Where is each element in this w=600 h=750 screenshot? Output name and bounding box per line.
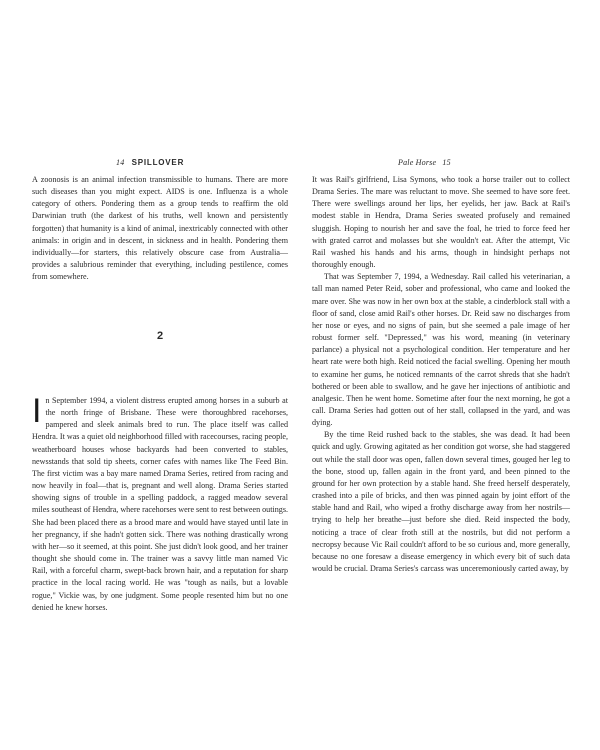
section-2-text [32,392,288,614]
book-title: SPILLOVER [131,158,185,167]
drop-cap: I [32,392,42,430]
left-page-number: 14 [116,158,125,167]
paragraph: It was Rail's girlfriend, Lisa Symons, who took a horse trailer out to collect Drama Series. The mare was reluctant to move. She seemed to have sore feet. There were swellings around her lips, her eyelids, her jaw. Back at Rail's modest stable in Hendra, Drama Series sweated profusely and remained sluggish. Hoping to nourish her and save the foal, he tried to force feed her with grated carrot and molasses but she wouldn't eat. After the attempt, Vic Rail washed his hands and his arms, though in hindsight perhaps not thoroughly enough. [312,175,570,270]
right-page [300,0,600,750]
section-1-text [32,174,288,283]
right-running-head [398,158,451,167]
paragraph: By the time Reid rushed back to the stables, she was dead. It had been quick and ugly. Growing agitated as her condition got worse, she had staggered out while the stall door was open, fallen down several times, gouged her leg to the bone, stood up, fallen again in the front yard, and been pinned to the ground for her own protection by a stable hand. She freed herself desperately, crashed into a pile of bricks, and then was pinned again by joint effort of the stable hand and Rail, who wiped a frothy discharge away from her nostrils—trying to help her breathe—just before she died. Reid inspected the body, noticing a trace of clear froth still at the nostrils, but did not perform a necropsy because Vic Rail couldn't afford to be so curious and, more generally, because no one foresaw a disease emergency in which every bit of such data would be crucial. Drama Series's carcass was unceremoniously carted away, by [312,430,570,573]
chapter-title: Pale Horse [398,158,437,167]
section-2-paragraph: n September 1994, a violent distress erupted among horses in a suburb at the north fringe of Brisbane. These were thoroughbred racehorses, pampered and sleek animals bred to run. The place itself was called Hendra. It was a quiet old neighborhood filled with racecourses, racing people, weatherboard houses whose backyards had been converted to stables, newsstands that sold tip sheets, corner cafes with names like The Feed Bin. The first victim was a bay mare named Drama Series, retired from racing and now heavily in foal—that is, pregnant and well along. Drama Series started showing signs of trouble in a spelling paddock, a ragged meadow several miles southeast of Hendra, where racehorses were sent to rest between outings. She had been placed there as a brood mare and would have stayed until late in her pregnancy, if she hadn't gotten sick. There was nothing drastically wrong with her—so it seemed, at this point. She just didn't look good, and her trainer thought she should come in. The trainer was a savvy little man named Vic Rail, with a forceful charm, swept-back brown hair, and a reputation for sharp practice in the local racing world. He was "tough as nails, but a lovable rogue," Vickie was, by one judgment. Some people resented him but no one denied he knew horses. [32,396,288,612]
section-1-paragraph: A zoonosis is an animal infection transmissible to humans. There are more such diseases than you might expect. AIDS is one. Influenza is a whole category of others. Pondering them as a group tends to reaffirm the old Darwinian truth (the darkest of his truths, well known and persistently forgotten) that humanity is a kind of animal, inextricably connected with other animals: in origin and in descent, in sickness and in health. Pondering them individually—for starters, this relatively obscure case from Australia—provides a salubrious reminder that everything, including pestilence, comes from somewhere. [32,175,288,282]
left-running-head [116,158,184,167]
chapter-number: 2 [156,330,164,342]
right-page-text [312,174,570,575]
paragraph: That was September 7, 1994, a Wednesday. Rail called his veterinarian, a tall man named Peter Reid, sober and professional, who came and looked the mare over. She was now in her own box at the stable, a cinderblock stall with a floor of sand, close amid Rail's other horses. Dr. Reid saw no discharges from her nose or eyes, and no signs of pain, but she seemed a pale image of her robust former self. "Depressed," was his word, meaning (in veterinary parlance) a physical not a psychological condition. Her temperature and her heart rate were both high. Reid noticed the facial swelling. Opening her mouth to examine her gums, he noticed remnants of the carrot shreds that she hadn't bothered or been able to swallow, and he gave her injections of antibiotic and analgesic. Then he went home. Sometime after four the next morning, he got a call. Drama Series had gotten out of her stall, collapsed in the yard, and was dying. [312,272,570,428]
right-page-number: 15 [442,158,451,167]
